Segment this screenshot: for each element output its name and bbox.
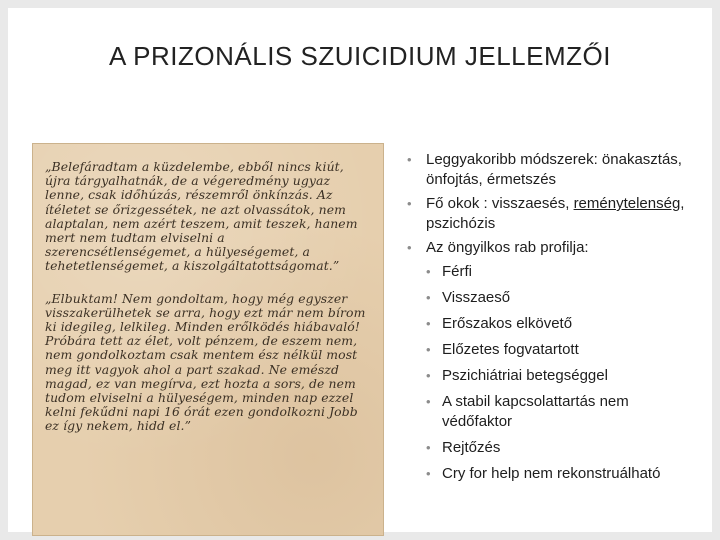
bullet-text: Fő okok : visszaesés,	[426, 195, 574, 212]
sub-bullet	[400, 438, 700, 458]
bullet-text: Férfi	[442, 263, 472, 280]
bullet-text-underlined: reménytelenség	[573, 195, 681, 212]
bullet-dot-icon: •	[407, 152, 412, 167]
bullet-list	[400, 150, 700, 490]
bullet-text: Rejtőzés	[442, 439, 501, 456]
bullet-text: Előzetes fogvatartott	[442, 341, 579, 358]
bullet-text: Cry for help nem rekonstruálható	[442, 465, 661, 482]
sub-bullet	[400, 464, 700, 484]
sub-bullet	[400, 288, 700, 308]
slide-title: A PRIZONÁLIS SZUICIDIUM JELLEMZŐI	[109, 40, 611, 71]
bullet-text: Pszichiátriai betegséggel	[442, 367, 608, 384]
sub-bullet	[400, 366, 700, 386]
bullet-dot-icon: •	[407, 196, 412, 211]
bullet-text: Leggyakoribb módszerek: önakasztás, önfojtás, érmetszés	[426, 151, 682, 188]
bullet-dot-icon: •	[426, 264, 431, 279]
bullet-text: Erőszakos elkövető	[442, 315, 573, 332]
sub-bullet	[400, 314, 700, 334]
quote-paper	[32, 143, 384, 536]
bullet-text: A stabil kapcsolattartás nem védőfaktor	[442, 393, 629, 430]
bullet-dot-icon: •	[426, 290, 431, 305]
quote-2: „Elbuktam! Nem gondoltam, hogy még egyszer visszakerülhetek se arra, hogy ezt már nem bírom ki idegileg, lelkileg. Minden erőlködés hiábavaló! Próbára tett az élet, volt pénzem, de eszem nem, nem gondolkoztam csak mentem ész nélkül most meg itt vagyok ahol a part szakad. Ne emészd magad, ez van megírva, ezt hozta a sors, de nem tudom elviselni a hülyeségem, minden nap ezzel kelni fekűdni napi 16 órát ezen gondolkozni Jobb ez így nekem, hidd el.”	[45, 290, 366, 434]
bullet-dot-icon: •	[426, 368, 431, 383]
quote-1: „Belefáradtam a küzdelembe, ebből nincs kiút, újra tárgyalhatnák, de a végeredmény ugyaz lenne, csak időhúzás, részemről önkínzás. Az ítéletet se őrizgessétek, ne azt olvassátok, nem alaptalan, nem azért teszem, amit teszek, hanem mert nem tudtam elviselni a szerencsétlenségemet, a hülyeségemet, a tehetetlenségemet, a kiszolgáltatottságomat.”	[45, 159, 358, 274]
bullet-causes	[400, 194, 700, 234]
title-band	[22, 22, 698, 106]
bullet-profile	[400, 238, 700, 258]
slide	[8, 8, 712, 532]
sub-bullet	[400, 340, 700, 360]
bullet-dot-icon: •	[426, 466, 431, 481]
bullet-dot-icon: •	[426, 394, 431, 409]
sub-bullet	[400, 262, 700, 282]
bullet-dot-icon: •	[426, 440, 431, 455]
bullet-text: Visszaeső	[442, 289, 511, 306]
bullet-dot-icon: •	[407, 240, 412, 255]
sub-bullet	[400, 392, 700, 432]
bullet-dot-icon: •	[426, 342, 431, 357]
bullet-text: , pszichózis	[426, 195, 685, 232]
bullet-methods	[400, 150, 700, 190]
bullet-text: Az öngyilkos rab profilja:	[426, 239, 589, 256]
bullet-dot-icon: •	[426, 316, 431, 331]
